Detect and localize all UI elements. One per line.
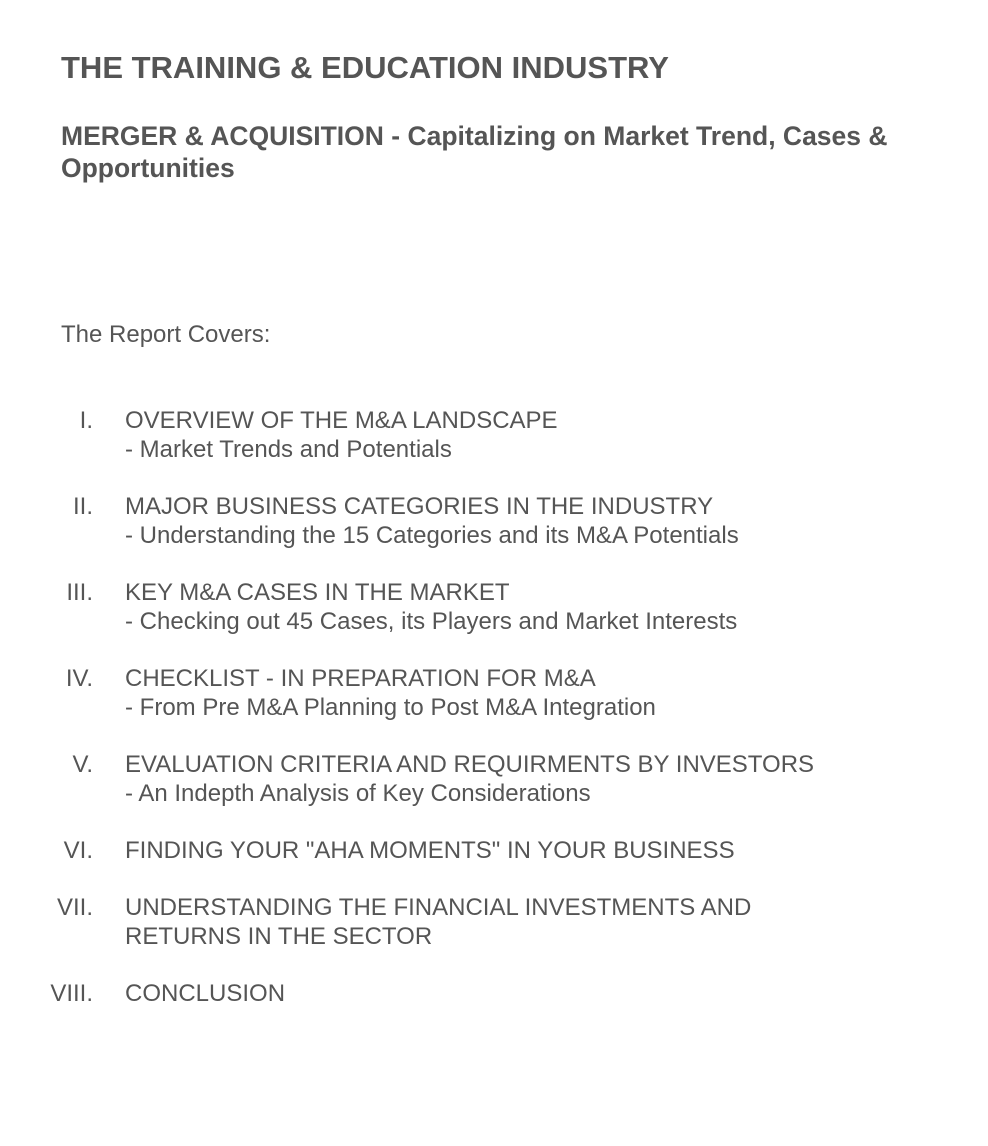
toc-subheading: - Market Trends and Potentials [125, 436, 452, 463]
toc-heading: CHECKLIST - IN PREPARATION FOR M&A [125, 665, 596, 692]
toc-numeral: V. [72, 751, 93, 778]
toc-heading: EVALUATION CRITERIA AND REQUIRMENTS BY INVESTORS [125, 751, 815, 778]
toc-subheading: RETURNS IN THE SECTOR [125, 923, 433, 950]
report-intro: The Report Covers: [61, 321, 271, 348]
toc-subheading: - Understanding the 15 Categories and its M&A Potentials [125, 522, 739, 549]
toc-heading: FINDING YOUR "AHA MOMENTS" IN YOUR BUSINESS [125, 837, 735, 864]
toc-heading: MAJOR BUSINESS CATEGORIES IN THE INDUSTRY [125, 493, 714, 520]
page-title: THE TRAINING & EDUCATION INDUSTRY [61, 50, 669, 85]
toc-heading: KEY M&A CASES IN THE MARKET [125, 579, 510, 606]
toc-numeral: IV. [65, 665, 93, 692]
toc-numeral: VIII. [50, 980, 93, 1007]
toc-numeral: III. [66, 579, 93, 606]
toc-numeral: I. [79, 407, 93, 434]
toc-numeral: VI. [63, 837, 93, 864]
toc-numeral: VII. [56, 894, 93, 921]
toc-numeral: II. [72, 493, 93, 520]
toc-subheading: - From Pre M&A Planning to Post M&A Integration [125, 694, 656, 721]
toc-heading: CONCLUSION [125, 980, 286, 1007]
toc-subheading: - Checking out 45 Cases, its Players and Market Interests [125, 608, 738, 635]
page-subtitle: MERGER & ACQUISITION - Capitalizing on Market Trend, Cases & Opportunities [61, 121, 888, 183]
toc-subheading: - An Indepth Analysis of Key Considerations [125, 780, 591, 807]
toc-heading: OVERVIEW OF THE M&A LANDSCAPE [125, 407, 558, 434]
toc-heading: UNDERSTANDING THE FINANCIAL INVESTMENTS AND [125, 894, 752, 921]
